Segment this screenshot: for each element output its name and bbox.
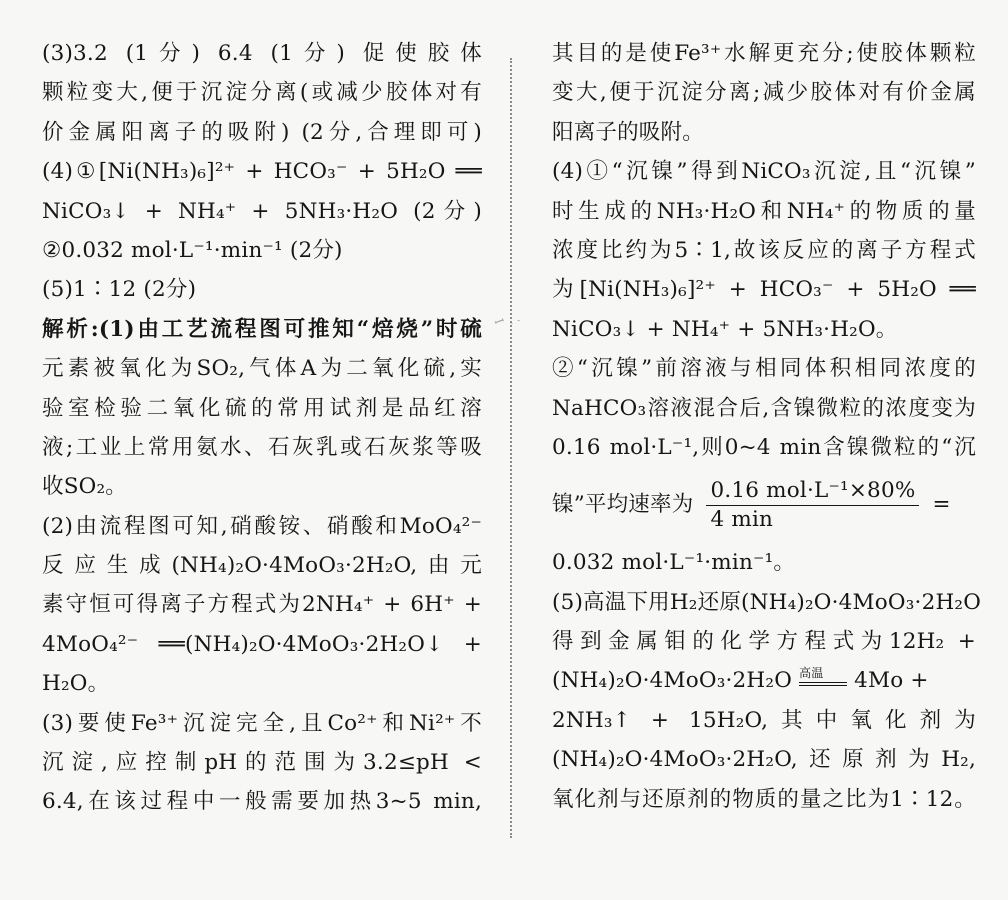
right-line-18: (NH₄)₂O·4MoO₃·2H₂O,还原剂为H₂, xyxy=(552,747,976,773)
left-line-20: 6.4,在该过程中一般需要加热3~5 min, xyxy=(42,789,482,815)
left-line-18: (3)要使Fe³⁺沉淀完全,且Co²⁺和Ni²⁺不 xyxy=(42,710,482,736)
right-line-11: 0.16 mol·L⁻¹,则0~4 min含镍微粒的“沉 xyxy=(552,434,976,460)
right-line-3: 阳离子的吸附。 xyxy=(552,119,704,145)
right-line-14: (5)高温下用H₂还原(NH₄)₂O·4MoO₃·2H₂O xyxy=(552,589,982,615)
right-line-5: 时生成的NH₃·H₂O和NH₄⁺的物质的量 xyxy=(552,198,976,224)
equation-double-bar xyxy=(799,682,847,686)
left-line-11: 液;工业上常用氨水、石灰乳或石灰浆等吸 xyxy=(42,434,482,460)
fraction-numerator: 0.16 mol·L⁻¹×80% xyxy=(706,477,919,506)
equation-left: (NH₄)₂O·4MoO₃·2H₂O xyxy=(552,668,793,694)
right-line-10: NaHCO₃溶液混合后,含镍微粒的浓度变为 xyxy=(552,395,976,421)
left-line-5: NiCO₃↓ + NH₄⁺ + 5NH₃·H₂O (2分) xyxy=(42,198,482,224)
left-line-1: (3)3.2 (1分) 6.4 (1分) 促使胶体 xyxy=(42,41,482,66)
left-line-13: (2)由流程图可知,硝酸铵、硝酸和MoO₄²⁻ xyxy=(42,513,482,539)
rate-label: 镍”平均速率为 xyxy=(552,492,694,518)
rate-fraction xyxy=(706,477,919,534)
left-line-19: 沉淀,应控制pH的范围为3.2≤pH < xyxy=(42,750,482,776)
left-column xyxy=(42,34,482,822)
right-line-9: ②“沉镍”前溶液与相同体积相同浓度的 xyxy=(552,356,976,382)
rate-fraction-line xyxy=(552,467,976,543)
reaction-condition xyxy=(799,666,847,696)
right-line-6: 浓度比约为5∶1,故该反应的离子方程式 xyxy=(552,237,976,263)
left-line-15: 素守恒可得离子方程式为2NH₄⁺ + 6H⁺ + xyxy=(42,592,482,618)
right-line-2: 变大,便于沉淀分离;减少胶体对有价金属 xyxy=(552,80,976,106)
column-divider xyxy=(510,58,512,838)
left-line-17: H₂O。 xyxy=(42,671,110,697)
reaction-equation-line xyxy=(552,661,976,700)
scan-noise-marks: ꟷ ˎ ˏ xyxy=(492,308,522,330)
fraction-denominator: 4 min xyxy=(710,506,774,532)
left-line-8: 解析:(1)由工艺流程图可推知“焙烧”时硫 xyxy=(42,316,482,342)
left-line-6: ②0.032 mol·L⁻¹·min⁻¹ (2分) xyxy=(42,237,343,263)
left-line-9: 元素被氧化为SO₂,气体A为二氧化硫,实 xyxy=(42,356,482,382)
right-line-15: 得到金属钼的化学方程式为12H₂ + xyxy=(552,629,976,655)
right-line-19: 氧化剂与还原剂的物质的量之比为1∶12。 xyxy=(552,786,976,812)
left-line-2: 颗粒变大,便于沉淀分离(或减少胶体对有 xyxy=(42,80,482,106)
right-column xyxy=(552,34,982,819)
right-line-13: 0.032 mol·L⁻¹·min⁻¹。 xyxy=(552,550,796,576)
right-line-4: (4)①“沉镍”得到NiCO₃沉淀,且“沉镍” xyxy=(552,159,976,185)
equation-right: 4Mo + xyxy=(854,668,929,694)
left-line-3: 价金属阳离子的吸附) (2分,合理即可) xyxy=(42,119,482,145)
fraction-equals: = xyxy=(932,492,951,518)
right-line-17: 2NH₃↑ + 15H₂O,其中氧化剂为 xyxy=(552,707,976,733)
right-line-8: NiCO₃↓ + NH₄⁺ + 5NH₃·H₂O。 xyxy=(552,316,898,342)
left-line-12: 收SO₂。 xyxy=(42,474,127,500)
left-line-16: 4MoO₄²⁻ ══(NH₄)₂O·4MoO₃·2H₂O↓ + xyxy=(42,631,482,657)
left-line-14: 反应生成(NH₄)₂O·4MoO₃·2H₂O,由元 xyxy=(42,553,482,579)
left-line-10: 验室检验二氧化硫的常用试剂是品红溶 xyxy=(42,395,482,421)
left-line-7: (5)1∶12 (2分) xyxy=(42,277,197,303)
right-line-1: 其目的是使Fe³⁺水解更充分;使胶体颗粒 xyxy=(552,41,976,66)
left-line-4: (4)①[Ni(NH₃)₆]²⁺ + HCO₃⁻ + 5H₂O ══ xyxy=(42,159,482,185)
right-line-7: 为[Ni(NH₃)₆]²⁺ + HCO₃⁻ + 5H₂O ══ xyxy=(552,277,976,303)
condition-label: 高温 xyxy=(799,666,824,681)
